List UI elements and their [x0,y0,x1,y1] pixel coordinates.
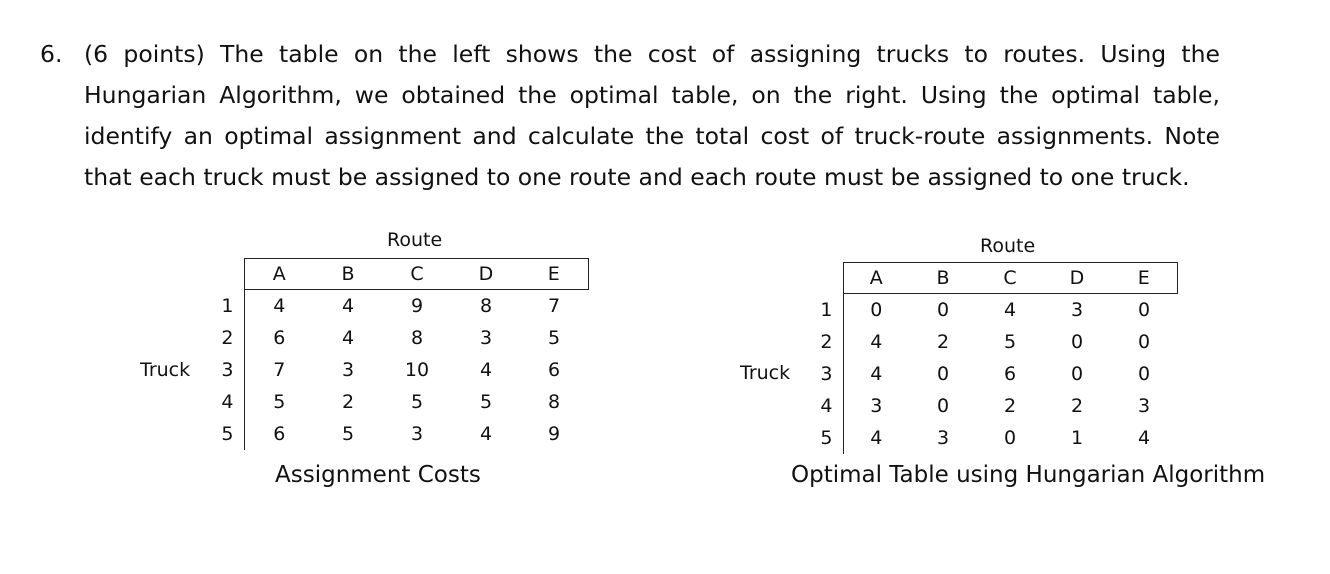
right-row-header: 3 [820,363,833,385]
right-cell: 4 [843,422,909,454]
table-row [797,358,1177,390]
table-row [797,294,1177,327]
table-row [797,390,1177,422]
right-cell: 3 [936,427,950,449]
right-cell: 0 [1137,299,1151,321]
optimal-table-caption: Optimal Table using Hungarian Algorithm [791,462,1266,488]
left-cell: 5 [547,327,561,349]
right-cell: 4 [1137,427,1151,449]
left-cell: 6 [244,322,314,354]
left-cell: 3 [341,359,355,381]
right-cell: 3 [1070,299,1084,321]
left-row-header: 3 [221,359,234,381]
right-row-header: 5 [820,427,833,449]
right-cell: 0 [1137,363,1151,385]
left-cell: 7 [244,354,314,386]
right-row-header: 1 [820,298,833,321]
right-col-header: D [1043,263,1111,294]
table-row [198,290,588,323]
left-cell: 5 [244,386,314,418]
table-row [797,422,1177,454]
right-cell: 2 [1070,395,1084,417]
left-grid [198,258,589,450]
right-cell: 0 [1003,427,1017,449]
right-cell: 0 [936,395,950,417]
right-col-header: A [843,263,909,294]
table-row [797,326,1177,358]
left-cell: 2 [341,391,355,413]
right-cell: 3 [1137,395,1151,417]
left-cell: 8 [479,295,493,317]
right-cell: 0 [1137,331,1151,353]
left-row-header: 4 [221,391,234,413]
table-row [198,418,588,450]
left-cell: 6 [244,418,314,450]
right-col-header: E [1111,263,1177,294]
left-row-header: 5 [221,423,234,445]
right-cell: 0 [936,363,950,385]
left-cell: 4 [341,295,355,317]
right-cell: 4 [843,326,909,358]
left-col-header: A [244,259,314,290]
right-col-header: B [909,263,977,294]
left-cell: 10 [404,359,430,381]
right-cell: 6 [1003,363,1017,385]
problem-text: (6 points) The table on the left shows the cost of assigning trucks to routes. Using the Hungarian Algorithm, we obtained the optimal table, on the right. Using the optimal table, identify an optimal assignment and calculate the total cost of truck-route assignments. Note that each truck must be assigned to one route and each route must be assigned to one truck. [84,40,1220,191]
right-cell: 5 [1003,331,1017,353]
left-cell: 5 [410,391,424,413]
right-col-header: C [977,263,1043,294]
truck-label-left: Truck [140,359,191,381]
table-row [198,354,588,386]
right-cell: 4 [1003,299,1017,321]
right-cell: 2 [936,331,950,353]
left-cell: 4 [479,359,493,381]
right-row-header: 2 [820,331,833,353]
left-cell: 8 [410,327,424,349]
left-cell: 4 [244,290,314,323]
left-cell: 6 [547,359,561,381]
right-cell: 0 [936,299,950,321]
right-cell: 2 [1003,395,1017,417]
left-cell: 5 [479,391,493,413]
route-label-right: Route [980,235,1036,257]
right-cell: 0 [1070,363,1084,385]
left-cell: 7 [547,295,561,317]
left-col-header: B [314,259,382,290]
left-row-header: 1 [221,294,234,317]
assignment-costs-caption: Assignment Costs [275,462,481,488]
table-row [198,322,588,354]
left-col-header: C [382,259,452,290]
left-col-header: E [520,259,588,290]
left-col-header: D [452,259,520,290]
right-cell: 4 [843,358,909,390]
table-row [198,386,588,418]
right-header-row [797,263,1177,294]
problem-statement [40,34,1220,198]
left-cell: 5 [341,423,355,445]
right-cell: 1 [1070,427,1084,449]
right-cell: 0 [843,294,909,327]
right-cell: 0 [1070,331,1084,353]
truck-label-right: Truck [740,362,791,384]
left-row-header: 2 [221,327,234,349]
left-cell: 9 [547,423,561,445]
problem-number: 6. [40,40,63,68]
right-cell: 3 [843,390,909,422]
left-cell: 3 [410,423,424,445]
right-grid [797,262,1178,454]
right-row-header: 4 [820,395,833,417]
route-label-left: Route [387,229,443,251]
left-cell: 4 [341,327,355,349]
left-cell: 4 [479,423,493,445]
left-cell: 8 [547,391,561,413]
left-header-row [198,259,588,290]
left-cell: 9 [410,295,424,317]
left-cell: 3 [479,327,493,349]
